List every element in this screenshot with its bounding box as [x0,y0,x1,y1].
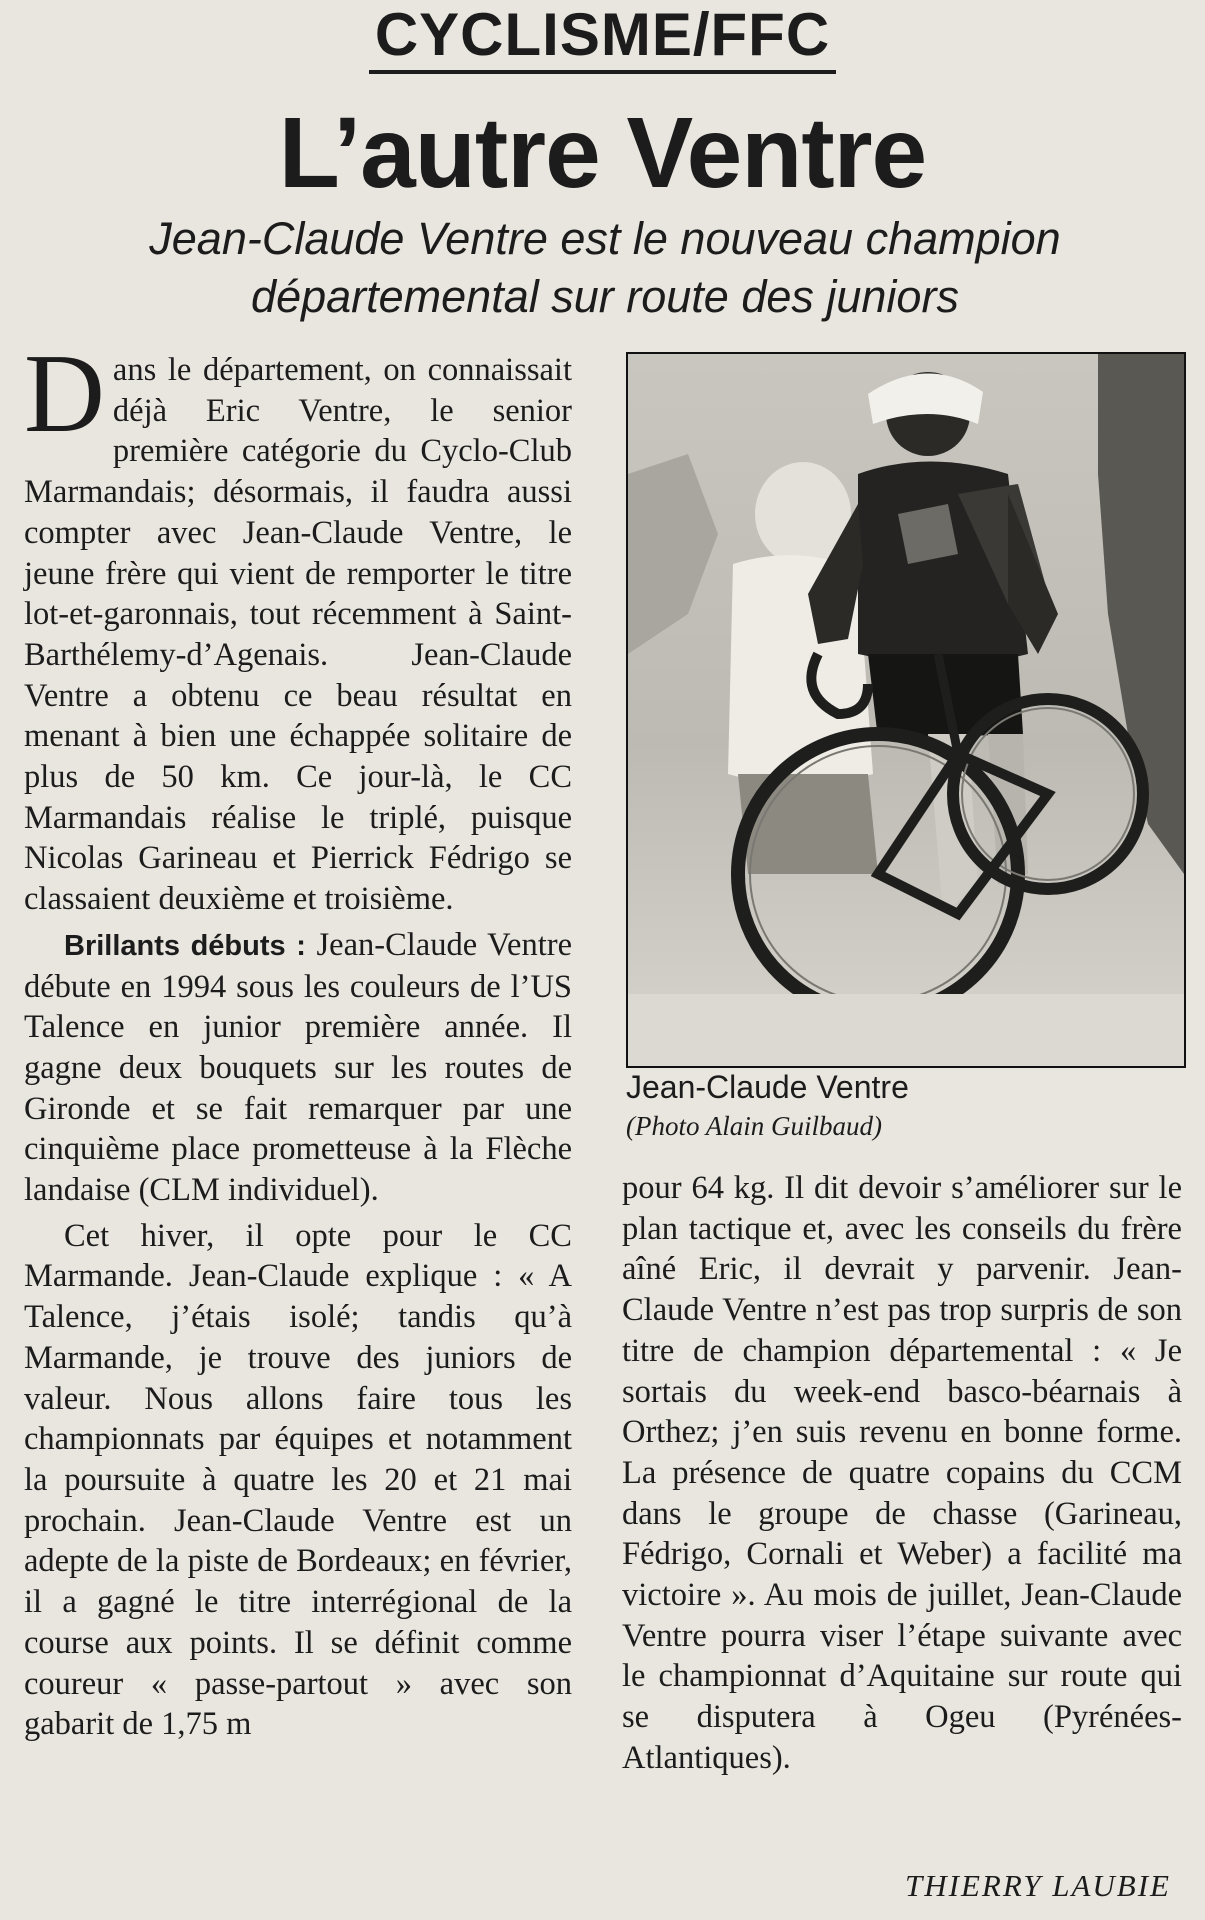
photo-caption [626,1066,1186,1144]
cyclist-photo [626,352,1186,1068]
paragraph-lead: Brillants débuts : [64,929,306,962]
author-byline: THIERRY LAUBIE [905,1868,1171,1903]
paragraph-3: Cet hiver, il opte pour le CC Marmande. Jean-Claude explique : « A Talence, j’étais isolé; tandis qu’à Marmande, je trouve des juniors de valeur. Nous allons faire tous les championnats par équipes et notamment la poursuite à quatre les 20 et 21 mai prochain. Jean-Claude Ventre est un adepte de la piste de Bordeaux; en février, il a gagné le titre interrégional de la course aux points. Il se définit comme coureur « passe-partout » avec son gabarit de 1,75 m [24,1217,572,1743]
article-column-right [622,1168,1182,1779]
caption-credit: (Photo Alain Guilbaud) [626,1111,882,1141]
article-column-left [24,332,572,1745]
paragraph-1: Dans le département, on connaissait déjà Eric Ventre, le senior première catégorie du Cyclo-Club Marmandais; désormais, il faudra aussi compter avec Jean-Claude Ventre, le jeune frère qui vient de remporter le titre lot-et-garonnais, tout récemment à Saint-Barthélemy-d’Agenais. Jean-Claude Ventre a obtenu ce beau résultat en menant à bien une échappée solitaire de plus de 50 km. Ce jour-là, le CC Marmandais réalise le triplé, puisque Nicolas Garineau et Pierrick Fédrigo se classaient deuxième et troisième. [24,332,572,918]
paragraph-4: pour 64 kg. Il dit devoir s’améliorer sur le plan tactique et, avec les conseils du frère aîné Eric, il devrait y parvenir. Jean-Claude Ventre n’est pas trop surpris de son titre de champion départemental : « Je sortais du week-end basco-béarnais à Orthez; j’en suis revenu en bonne forme. La présence de quatre copains du CCM dans le groupe de chasse (Garineau, Fédrigo, Cornali et Weber) a facilité ma victoire ». Au mois de juillet, Jean-Claude Ventre pourra viser l’étape suivante avec le championnat d’Aquitaine sur route qui se disputera à Ogeu (Pyrénées-Atlantiques). [622,1170,1182,1776]
caption-name: Jean-Claude Ventre [626,1069,909,1105]
section-kicker: CYCLISME/FFC [0,0,1205,74]
paragraph-2: Brillants débuts : Jean-Claude Ventre débute en 1994 sous les couleurs de l’US Talence en junior première année. Il gagne deux bouquets sur les routes de Gironde et se fait remarquer par une cinquième place prometteuse à la Flèche landaise (CLM individuel). [24,926,572,1209]
drop-cap: D [24,332,105,456]
cyclist-photo-illustration [628,354,1184,1066]
subheadline: Jean-Claude Ventre est le nouveau champion départemental sur route des juniors [149,213,1061,322]
headline: L’autre Ventre [278,97,927,209]
